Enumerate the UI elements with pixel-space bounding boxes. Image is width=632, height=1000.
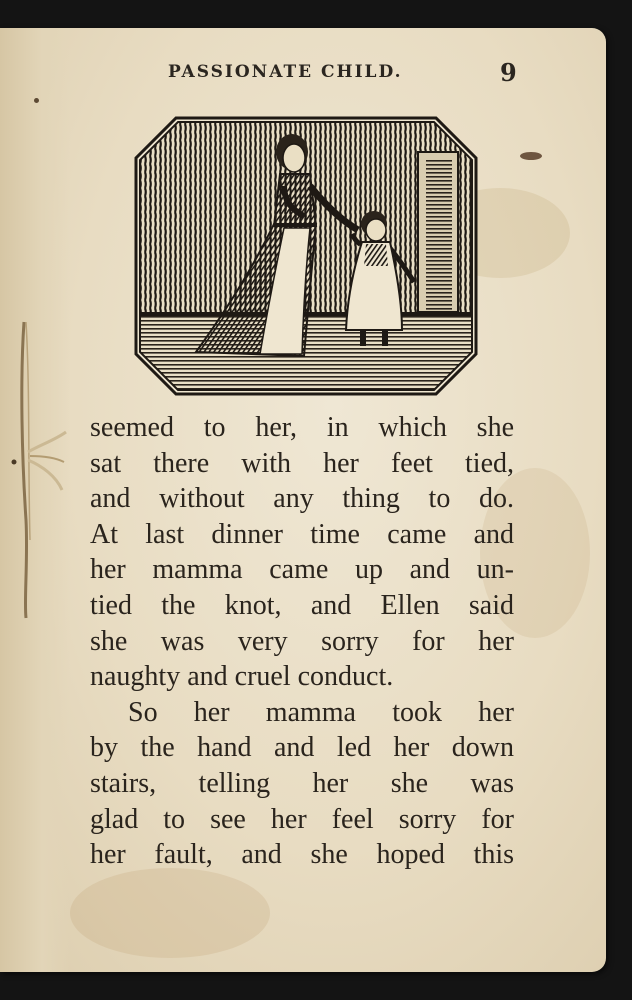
woodcut-mother-and-child-icon [134,116,478,396]
text-line: seemed to her, in which she [90,412,514,443]
text-line: tied the knot, and Ellen said [90,589,514,621]
page-number: 9 [500,58,517,87]
text-line: by the hand and led her down [90,732,514,764]
page-header [0,0,632,100]
text-line: stairs, telling her she was [90,767,514,799]
body-text [90,410,514,873]
text-line: she was very sorry for her [90,625,514,657]
ink-blot [520,152,542,160]
text-line: and without any thing to do. [90,483,514,515]
text-line: naughty and cruel conduct. [90,661,394,693]
binding-thread-icon [0,0,80,1000]
text-line: her fault, and she hoped this [90,839,514,871]
foxing-stain [70,868,270,958]
text-line: At last dinner time came and [90,518,514,550]
text-line-paragraph-start: So her mamma took her [128,696,514,728]
running-head: PASSIONATE CHILD. [168,62,403,82]
text-line: sat there with her feet tied, [90,447,514,479]
text-line: glad to see her feel sorry for [90,803,514,835]
text-line: her mamma came up and un- [90,554,514,586]
